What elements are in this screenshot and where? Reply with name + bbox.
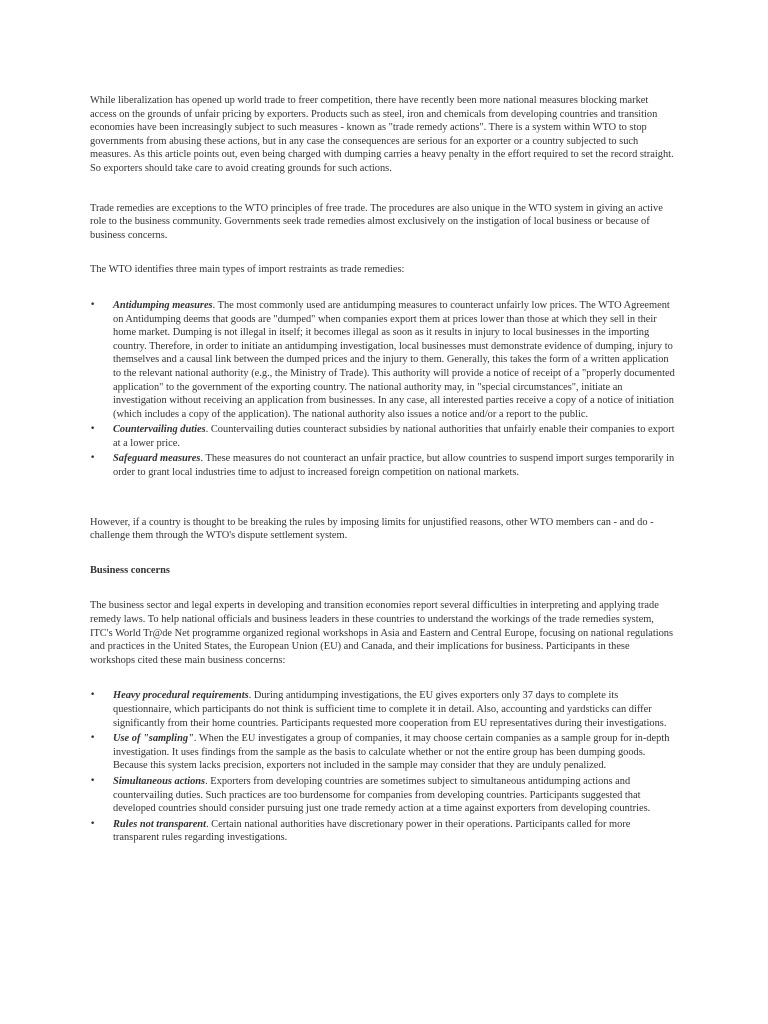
bullet-icon: • xyxy=(90,299,96,310)
list-item xyxy=(90,818,675,845)
business-concerns-paragraph: The business sector and legal experts in developing and transition economies report several difficulties in interpreting and applying trade remedy laws. To help national officials and business leaders in these countries to understand the workings of the trade remedies system, ITC's World Tr@de Net programme organized regional workshops in Asia and Eastern and Central Europe, focusing on national regulations and practices in the United States, the European Union (EU) and Canada, and their implications for business. Participants in these workshops cited these main business concerns: xyxy=(90,600,674,666)
list-item-term: Antidumping measures xyxy=(113,299,213,311)
bullet-icon: • xyxy=(90,818,96,829)
list-item-text: . Countervailing duties counteract subsidies by national authorities that unfairly enable their companies to export at a lower price. xyxy=(113,424,675,449)
list-item-text: . Certain national authorities have discretionary power in their operations. Participants called for more transparent rules regarding investigations. xyxy=(113,818,631,844)
remedy-types-list xyxy=(90,299,675,480)
types-intro-paragraph: The WTO identifies three main types of import restraints as trade remedies: xyxy=(90,264,405,276)
list-item-term: Countervailing duties xyxy=(113,424,206,436)
bullet-icon: • xyxy=(90,453,96,464)
list-item-text: . These measures do not counteract an unfair practice, but allow countries to suspend import surges temporarily in order to grant local industries time to adjust to increased foreign competition on national markets. xyxy=(113,453,675,479)
list-item-term: Use of "sampling" xyxy=(113,733,194,745)
list-item xyxy=(90,775,675,816)
list-item-text: . The most commonly used are antidumping measures to counteract unfairly low prices. The WTO Agreement on Antidumping deems that goods are "dumped" when companies export them at prices lower than those at which they sell in their home market. Dumping is not illegal in itself; it becomes illegal as soon as it results in injury to local businesses in the importing country. Therefore, in order to initiate an antidumping investigation, local businesses must demonstrate evidence of dumping, injury to themselves and a causal link between the dumped prices and the injury to them. Generally, this takes the form of a written application to the relevant national authority (e.g., the Ministry of Trade). This authority will provide a notice of receipt of a "properly documented application" to the government of the exporting country. The national authority may, in "special circumstances", initiate an investigation without receiving an application from businesses. In any case, all interested parties receive a copy of a notice of initiation (which includes a copy of the application). The national authority also issues a notice and/or a report to the public. xyxy=(113,299,675,420)
list-item-text: . Exporters from developing countries are sometimes subject to simultaneous antidumping actions and countervailing duties. Such practices are too burdensome for companies from developing countries. Participants suggested that developed countries should consider pursuing just one trade remedy action at a time against exporters from developing countries. xyxy=(113,775,651,815)
bullet-icon: • xyxy=(90,775,96,786)
list-item-term: Safeguard measures xyxy=(113,453,201,465)
list-item xyxy=(90,689,675,730)
dispute-paragraph: However, if a country is thought to be breaking the rules by imposing limits for unjustified reasons, other WTO members can - and do - challenge them through the WTO's dispute settlement system. xyxy=(90,516,654,542)
list-item-term: Simultaneous actions xyxy=(113,775,206,787)
intro-paragraph: While liberalization has opened up world trade to freer competition, there have recently been more national measures blocking market access on the grounds of unfair pricing by exporters. Products such as steel, iron and chemicals from developing countries and transition economies have been increasingly subject to such measures - known as "trade remedy actions". There is a system within WTO to stop governments from abusing these actions, but in any case the consequences are serious for an exporter or a country subjected to such measures. As this article points out, even being charged with dumping carries a heavy penalty in the effort required to set the record straight. So exporters should take care to avoid creating grounds for such actions. xyxy=(90,95,674,174)
list-item xyxy=(90,732,675,773)
list-item-text: . During antidumping investigations, the EU gives exporters only 37 days to complete its questionnaire, which participants do not think is sufficient time to complete it in detail. Also, accounting and yardsticks can differ significantly from their home countries. Participants requested more cooperation from EU representatives during their investigations. xyxy=(113,690,667,729)
section-heading: Business concerns xyxy=(90,564,170,576)
business-concerns-list xyxy=(90,689,675,845)
document-body xyxy=(90,94,675,847)
bullet-icon: • xyxy=(90,733,96,744)
trade-remedies-paragraph: Trade remedies are exceptions to the WTO principles of free trade. The procedures are also unique in the WTO system in giving an active role to the business community. Governments seek trade remedies almost exclusively on the instigation of local business or because of business concerns. xyxy=(90,202,663,241)
list-item-text: . When the EU investigates a group of companies, it may choose certain companies as a sample group for in-depth investigation. It uses findings from the sample as the basis to calculate whether or not the entire group has been dumping goods. Because this system lacks precision, exporters not included in the sample may consider that they are unduly penalized. xyxy=(113,733,670,772)
bullet-icon: • xyxy=(90,690,96,701)
list-item xyxy=(90,299,675,421)
list-item-term: Rules not transparent xyxy=(113,818,206,830)
list-item xyxy=(90,452,675,479)
list-item xyxy=(90,423,675,450)
list-item-term: Heavy procedural requirements xyxy=(113,690,249,702)
bullet-icon: • xyxy=(90,424,96,435)
